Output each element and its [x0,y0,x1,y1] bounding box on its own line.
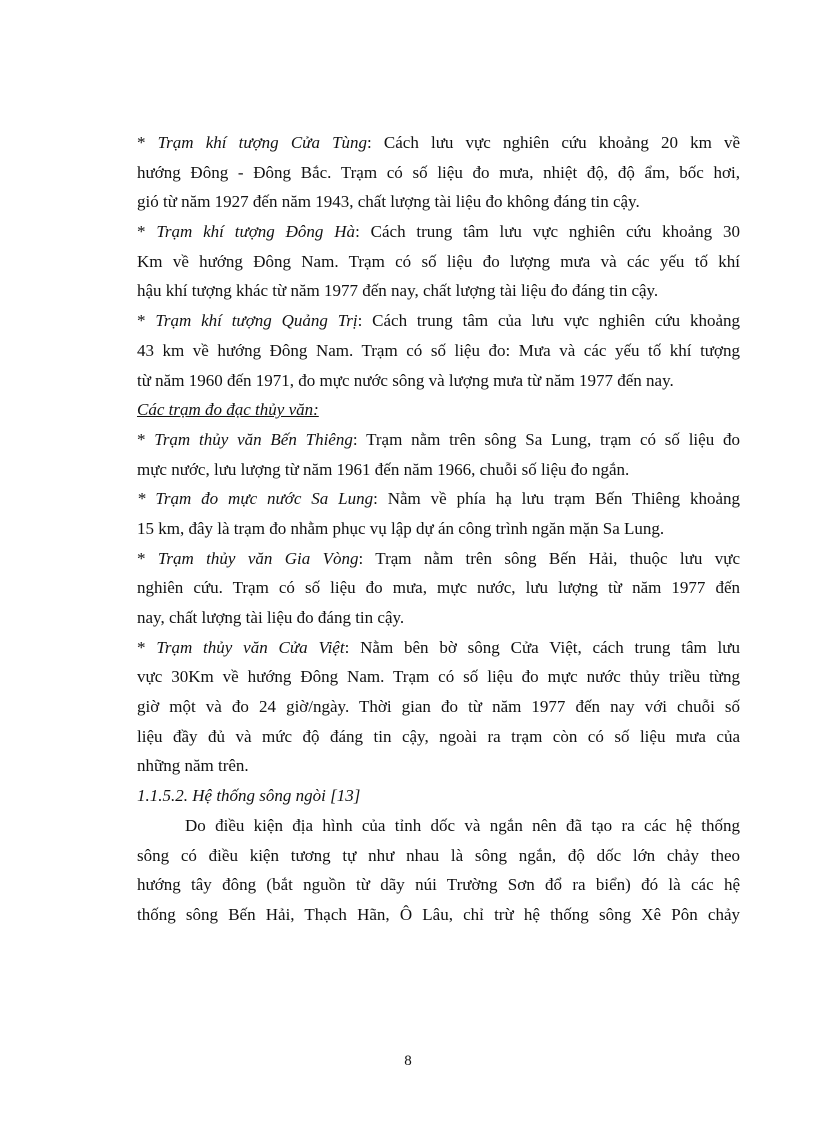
text-line: giờ một và đo 24 giờ/ngày. Thời gian đo từ năm 1977 đến nay với chuỗi số [137,697,740,717]
station-name: Trạm khí tượng Cửa Tùng [157,133,368,152]
hydrology-stations-heading: Các trạm đo đạc thủy văn: [137,400,319,420]
text-line: hướng Đông - Đông Bắc. Trạm có số liệu đo mưa, nhiệt độ, độ ẩm, bốc hơi, [137,162,740,182]
text-line: * Trạm khí tượng Đông Hà: Cách trung tâm lưu vực nghiên cứu khoảng 30 [137,222,740,242]
text-line: thống sông Bến Hải, Thạch Hãn, Ô Lâu, chỉ trừ hệ thống sông Xê Pôn chảy [137,904,740,924]
paragraph-quang-tri-station [137,306,740,395]
station-name: Trạm khí tượng Quảng Trị [155,311,358,331]
station-name: Trạm thủy văn Gia Vòng [157,548,359,568]
text-line: * Trạm khí tượng Cửa Tùng: Cách lưu vực nghiên cứu khoảng 20 km về [137,133,741,152]
text-line: Do điều kiện địa hình của tỉnh dốc và ngắn nên đã tạo ra các hệ thống [185,815,740,835]
text-line: nay, chất lượng tài liệu đo đáng tin cậy. [137,608,405,627]
text-line: * Trạm thủy văn Cửa Việt: Nằm bên bờ sông Cửa Việt, cách trung tâm lưu [137,637,740,657]
text-line: * Trạm khí tượng Quảng Trị: Cách trung tâm của lưu vực nghiên cứu khoảng [137,311,741,331]
text-line: gió từ năm 1927 đến năm 1943, chất lượng tài liệu đo không đáng tin cậy. [137,192,640,212]
text-line: * Trạm đo mực nước Sa Lung: Nằm về phía hạ lưu trạm Bến Thiêng khoảng [137,489,741,509]
text-line: những năm trên. [137,756,249,776]
text-line: hướng tây đông (bắt nguồn từ dãy núi Trường Sơn đổ ra biển) đó là các hệ [137,875,740,895]
page-number: 8 [404,1053,412,1069]
station-name: Trạm khí tượng Đông Hà [156,222,356,242]
station-name: Trạm thủy văn Bến Thiêng [154,429,353,449]
text-line: 43 km về hướng Đông Nam. Trạm có số liệu đo: Mưa và các yếu tố khí tượng [137,340,740,360]
paragraph-cua-tung-station [137,128,740,217]
text-line: vực 30Km về hướng Đông Nam. Trạm có số liệu đo mực nước thủy triều từng [137,667,740,687]
paragraph-gia-vong-station [137,544,740,633]
paragraph-sa-lung-station [137,484,740,543]
text-line: từ năm 1960 đến 1971, đo mực nước sông và lượng mưa từ năm 1977 đến nay. [137,370,674,390]
text-line: * Trạm thủy văn Gia Vòng: Trạm nằm trên sông Bến Hải, thuộc lưu vực [137,548,741,568]
paragraph-dong-ha-station [137,217,740,306]
text-line: sông có điều kiện tương tự như nhau là sông ngắn, độ dốc lớn chảy theo [137,845,740,865]
text-line: Km về hướng Đông Nam. Trạm có số liệu đo lượng mưa và các yếu tố khí [137,251,740,271]
text-line: * Trạm thủy văn Bến Thiêng: Trạm nằm trên sông Sa Lung, trạm có số liệu đo [137,429,740,449]
paragraph-cua-viet-station [137,633,740,781]
text-line: liệu đầy đủ và mức độ đáng tin cậy, ngoài ra trạm còn có số liệu mưa của [137,726,740,746]
text-line: nghiên cứu. Trạm có số liệu đo mưa, mực nước, lưu lượng từ năm 1977 đến [137,578,740,598]
text-line: mực nước, lưu lượng từ năm 1961 đến năm 1966, chuỗi số liệu đo ngắn. [137,459,630,479]
text-line: 15 km, đây là trạm đo nhằm phục vụ lập dự án công trình ngăn mặn Sa Lung. [137,518,665,538]
paragraph-ben-thieng-station [137,425,740,484]
section-heading: 1.1.5.2. Hệ thống sông ngòi [13] [137,786,361,806]
document-body [137,128,740,930]
paragraph-river-system [137,811,740,930]
station-name: Trạm đo mực nước Sa Lung [155,489,374,509]
text-line: hậu khí tượng khác từ năm 1977 đến nay, chất lượng tài liệu đo đáng tin cậy. [137,281,659,301]
station-name: Trạm thủy văn Cửa Việt [156,637,345,657]
